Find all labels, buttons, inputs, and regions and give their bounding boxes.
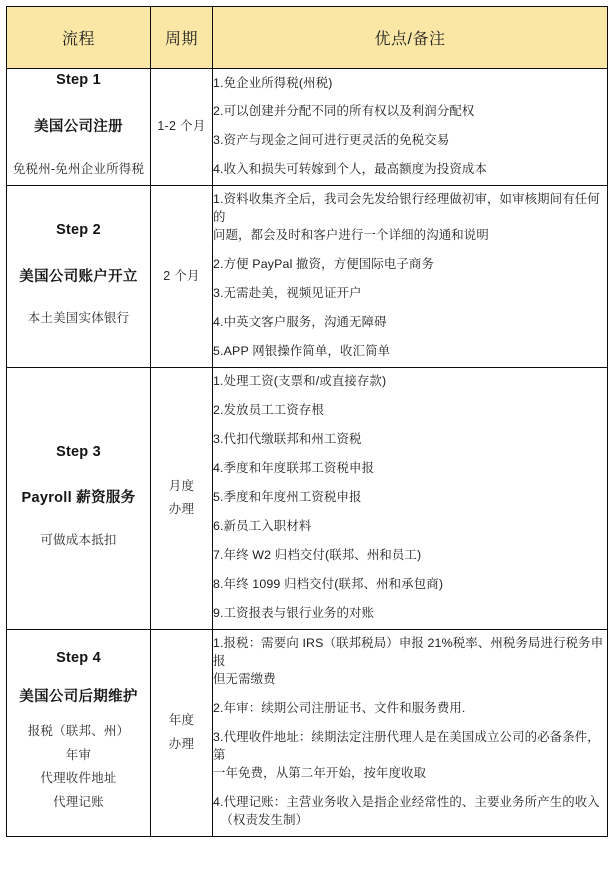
- cycle-line: 办理: [168, 502, 195, 517]
- process-title: 美国公司账户开立: [19, 268, 138, 285]
- note-item: 3.无需赴美，视频见证开户: [213, 286, 362, 301]
- table-row: [7, 69, 608, 186]
- note-item: 2.年审：续期公司注册证书、文件和服务费用.: [213, 701, 466, 716]
- note-item: 7.年终 W2 归档交付(联邦、州和员工): [213, 548, 422, 563]
- notes-cell-step1: [213, 69, 608, 186]
- note-item: 1.免企业所得税(州税): [213, 75, 333, 90]
- cycle-cell-step4: [151, 629, 213, 836]
- notes-cell-step4: [213, 629, 608, 836]
- note-item: 3.资产与现金之间可进行更灵活的免税交易: [213, 133, 450, 148]
- note-item: 1.处理工资(支票和/或直接存款): [213, 374, 387, 389]
- note-item: 8.年终 1099 归档交付(联邦、州和承包商): [213, 577, 444, 592]
- process-subtitle-line: 代理收件地址: [40, 771, 117, 786]
- spacer: [7, 460, 150, 490]
- note-item: 5.APP 网银操作简单，收汇简单: [213, 344, 391, 359]
- table-body: [7, 69, 608, 837]
- note-item: 2.可以创建并分配不同的所有权以及利润分配权: [213, 104, 475, 119]
- header-process: 流程: [7, 7, 151, 69]
- note-item: 4.中英文客户服务，沟通无障碍: [213, 315, 387, 330]
- note-item: 4.季度和年度联邦工资税申报: [213, 461, 375, 476]
- process-subtitle: 本土美国实体银行: [27, 311, 130, 326]
- cycle-line: 办理: [168, 736, 195, 751]
- spacer: [7, 667, 150, 689]
- cycle-cell-step1: 1-2 个月: [151, 69, 213, 186]
- process-cell-step4: [7, 629, 151, 836]
- step-label: Step 3: [56, 443, 101, 460]
- header-cycle: 周期: [151, 7, 213, 69]
- step-label: Step 2: [56, 221, 101, 238]
- notes-cell-step2: [213, 185, 608, 367]
- spacer: [7, 285, 150, 307]
- cycle-cell-step2: 2 个月: [151, 185, 213, 367]
- spacer: [7, 507, 150, 529]
- process-title: Payroll 薪资服务: [21, 490, 136, 507]
- note-item: 1.资料收集齐全后，我司会先发给银行经理做初审，如审核期间有任何的 问题，都会及时和客户进行一个详细的沟通和说明: [213, 192, 600, 243]
- step-label: Step 1: [56, 72, 101, 89]
- spacer: [7, 89, 150, 119]
- table-row: [7, 629, 608, 836]
- process-subtitle: 免税州-免州企业所得税: [12, 161, 145, 176]
- note-item: 6.新员工入职材料: [213, 519, 312, 534]
- process-cell-step2: [7, 185, 151, 367]
- note-item: 5.季度和年度州工资税申报: [213, 490, 362, 505]
- note-item: 9.工资报表与银行业务的对账: [213, 606, 375, 621]
- note-item: 4.收入和损失可转嫁到个人，最高额度为投资成本: [213, 162, 487, 177]
- table-row: [7, 185, 608, 367]
- table-page: [6, 6, 607, 883]
- header-row: [7, 7, 608, 69]
- process-subtitle-line: 报税（联邦、州）: [27, 723, 130, 738]
- note-item: 4.代理记账：主营业务收入是指企业经常性的、主要业务所产生的收入 （权责发生制）: [213, 795, 600, 828]
- spacer: [7, 136, 150, 158]
- process-table: [6, 6, 608, 837]
- spacer: [7, 706, 150, 720]
- process-subtitle: 可做成本抵扣: [40, 533, 117, 548]
- notes-cell-step3: [213, 367, 608, 629]
- process-title: 美国公司注册: [34, 119, 123, 136]
- header-notes: 优点/备注: [213, 7, 608, 69]
- note-item: 1.报税：需要向 IRS（联邦税局）申报 21%税率、州税务局进行税务申报 但无需缴费: [213, 636, 604, 687]
- cycle-cell-step3: [151, 367, 213, 629]
- note-item: 2.发放员工工资存根: [213, 403, 324, 418]
- process-subtitle-line: 代理记账: [53, 795, 104, 810]
- note-item: 3.代扣代缴联邦和州工资税: [213, 432, 362, 447]
- cycle-line: 年度: [168, 712, 195, 727]
- process-title: 美国公司后期维护: [19, 689, 138, 706]
- table-header: [7, 7, 608, 69]
- note-item: 2.方便 PayPal 撤资，方便国际电子商务: [213, 257, 435, 272]
- table-row: [7, 367, 608, 629]
- process-cell-step3: [7, 367, 151, 629]
- spacer: [7, 239, 150, 269]
- step-label: Step 4: [56, 650, 101, 667]
- cycle-line: 月度: [168, 478, 195, 493]
- process-subtitle-line: 年审: [65, 747, 92, 762]
- note-item: 3.代理收件地址：续期法定注册代理人是在美国成立公司的必备条件，第 一年免费，从第二年开始，按年度收取: [213, 730, 600, 781]
- process-cell-step1: [7, 69, 151, 186]
